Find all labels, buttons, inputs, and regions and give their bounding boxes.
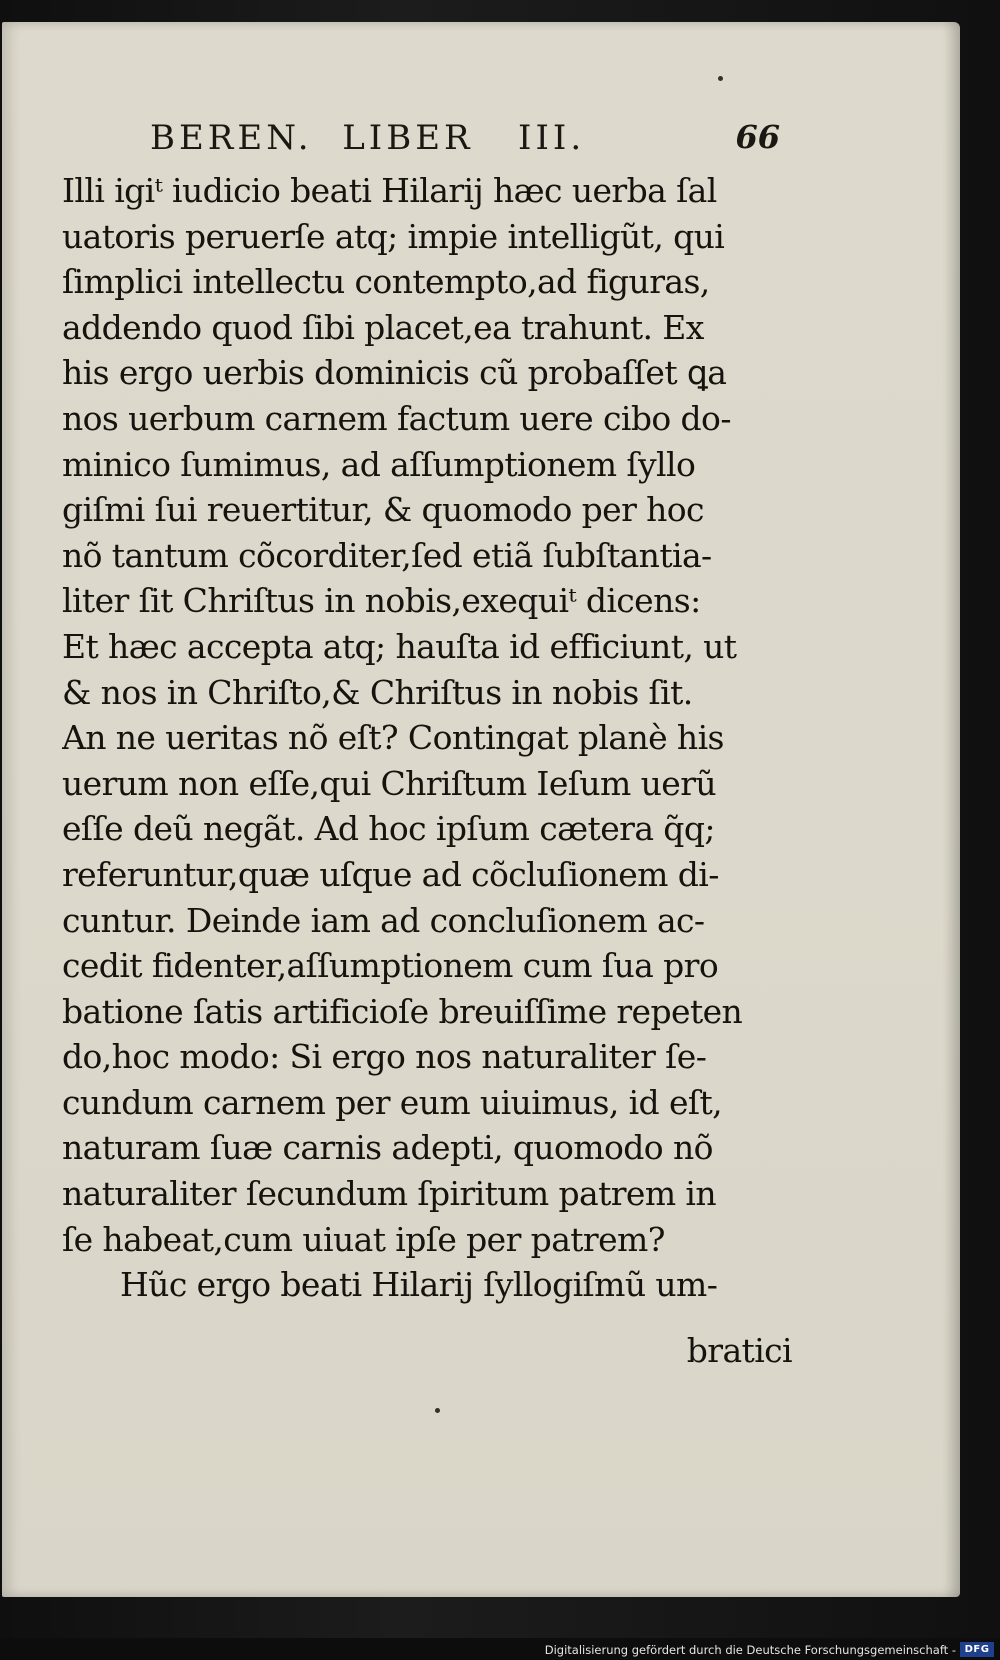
text-line: liter ſit Chriſtus in nobis,exequiᵗ dicens: <box>62 581 701 621</box>
text-line: Illi igiᵗ iudicio beati Hilarij hæc uerba ſal <box>62 171 717 210</box>
text-line: nos uerbum carnem factum uere cibo do- <box>62 398 731 438</box>
ink-speck <box>718 76 723 81</box>
running-head <box>150 118 780 164</box>
body-text <box>62 168 792 1308</box>
text-line: naturaliter ſecundum ſpiritum patrem in <box>62 1174 717 1214</box>
text-line: cedit fidenter,aſſumptionem cum ſua pro <box>62 946 719 986</box>
text-line: do,hoc modo: Si ergo nos naturaliter ſe- <box>62 1037 707 1077</box>
page-number: 66 <box>735 118 780 156</box>
text-line: An ne ueritas nõ eſt? Contingat planè his <box>62 718 724 758</box>
text-line: referuntur,quæ uſque ad cõcluſionem di- <box>62 854 719 894</box>
running-head-title: BEREN. LIBER III. <box>150 118 586 158</box>
ink-speck <box>435 1408 440 1413</box>
text-line: eſſe deũ negãt. Ad hoc ipſum cætera q̃q; <box>62 809 715 849</box>
catchword: bratici <box>686 1331 792 1370</box>
digitization-credit: Digitalisierung gefördert durch die Deutsche Forschungsgemeinschaft - <box>544 1643 956 1657</box>
dfg-logo: DFG <box>960 1642 994 1657</box>
text-line: his ergo uerbis dominicis cũ probaſſet ꝗa <box>62 353 727 393</box>
text-line: naturam ſuæ carnis adepti, quomodo nõ <box>62 1128 713 1168</box>
text-line: batione ſatis artificioſe breuiſſime repeten <box>62 991 743 1031</box>
text-line: addendo quod ſibi placet,ea trahunt. Ex <box>62 307 704 347</box>
text-line: uatoris peruerſe atq; impie intelligũt, qui <box>62 216 725 256</box>
paragraph-first-line: Hũc ergo beati Hilarij ſyllogiſmũ um- <box>120 1265 718 1305</box>
text-line: & nos in Chriſto,& Chriſtus in nobis ſit. <box>62 672 693 712</box>
text-line: ſe habeat,cum uiuat ipſe per patrem? <box>62 1219 665 1259</box>
text-line: nõ tantum cõcorditer,ſed etiã ſubſtantia- <box>62 535 712 575</box>
text-line: cuntur. Deinde iam ad concluſionem ac- <box>62 900 705 940</box>
footer-bar <box>0 1638 1000 1660</box>
text-line: minico ſumimus, ad aſſumptionem ſyllo <box>62 444 696 484</box>
text-line: Et hæc accepta atq; hauſta id efficiunt, ut <box>62 626 737 666</box>
text-line: cundum carnem per eum uiuimus, id eſt, <box>62 1082 723 1122</box>
text-line: giſmi ſui reuertitur, & quomodo per hoc <box>62 490 704 530</box>
text-line: uerum non eſſe,qui Chriſtum Ieſum uerũ <box>62 763 717 803</box>
catchword-row <box>62 1328 792 1374</box>
text-line: ſimplici intellectu contempto,ad figuras, <box>62 262 710 302</box>
